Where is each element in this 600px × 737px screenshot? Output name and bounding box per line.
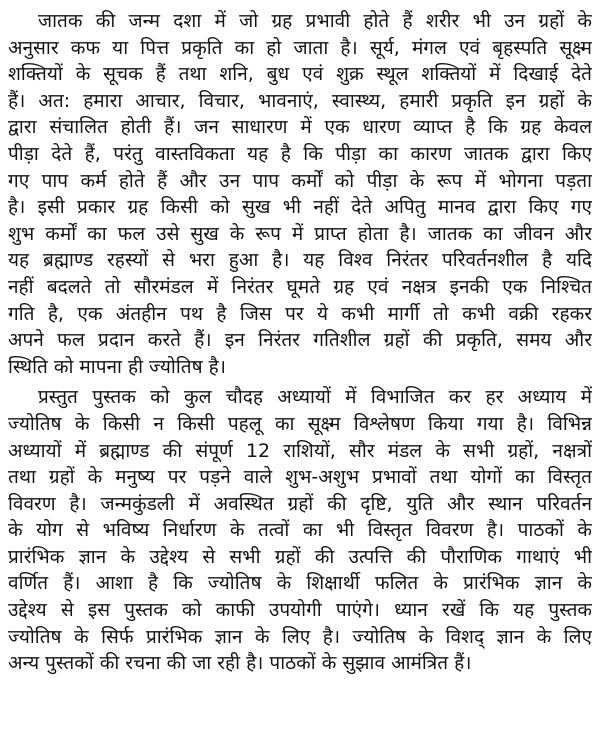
text-line: द्वारा संचालित होती हैं। जन साधारण में एक धारण व्याप्त है कि ग्रह केवल — [8, 116, 592, 139]
text-line: स्थिति को मापना ही ज्योतिष है। — [8, 355, 226, 378]
text-line: शक्तियों के सूचक हैं तथा शनि, बुध एवं शुक्र स्थूल शक्तियों में दिखाई देते — [8, 63, 592, 86]
text-line: के योग से भविष्य निर्धारण के तत्वों का भी विस्तृत विवरण है। पाठकों के — [8, 519, 592, 542]
paragraph-intro — [8, 8, 592, 380]
paragraph-book-overview — [8, 384, 592, 677]
text-line: यह ब्रह्माण्ड रहस्यों से भरा हुआ है। यह विश्व निरंतर परिवर्तनशील है यदि — [8, 249, 592, 272]
text-line: हैं। अत: हमारा आचार, विचार, भावनाएं, स्वास्थ्य, हमारी प्रकृति इन ग्रहों के — [8, 89, 592, 112]
text-line: विवरण है। जन्मकुंडली में अवस्थित ग्रहों की दृष्टि, युति और स्थान परिवर्तन — [8, 492, 592, 515]
text-line: गए पाप कर्म होते हैं और उन पाप कर्मों को पीड़ा के रूप में भोगना पड़ता — [8, 169, 592, 192]
text-line: अपने फल प्रदान करते हैं। इन निरंतर गतिशील ग्रहों की प्रकृति, समय और — [8, 329, 592, 352]
text-line: शुभ कर्मों का फल उसे सुख के रूप में प्राप्त होता है। जातक का जीवन और — [8, 222, 592, 245]
text-line: ज्योतिष के सिर्फ प्रारंभिक ज्ञान के लिए है। ज्योतिष के विशद् ज्ञान के लिए — [8, 625, 592, 648]
text-line: है। इसी प्रकार ग्रह किसी को सुख भी नहीं देते अपितु मानव द्वारा किए गए — [8, 196, 592, 219]
text-line: प्रारंभिक ज्ञान के उद्देश्य से सभी ग्रहों की उत्पत्ति की पौराणिक गाथाएं भी — [8, 545, 592, 568]
text-line: गति है, एक अंतहीन पथ है जिस पर ये कभी मार्गी तो कभी वक्री रहकर — [8, 302, 592, 325]
document-page — [8, 8, 592, 677]
text-line: अनुसार कफ या पित्त प्रकृति का हो जाता है। सूर्य, मंगल एवं बृहस्पति सूक्ष्म — [8, 36, 592, 59]
text-line: प्रस्तुत पुस्तक को कुल चौदह अध्यायों में विभाजित कर हर अध्याय में — [38, 386, 592, 409]
text-line: नहीं बदलते तो सौरमंडल में निरंतर घूमते ग्रह एवं नक्षत्र इनकी एक निश्चित — [8, 275, 592, 298]
text-line: ज्योतिष के किसी न किसी पहलू का सूक्ष्म विश्लेषण किया गया है। विभिन्न — [8, 412, 592, 435]
text-line: अन्य पुस्तकों की रचना की जा रही है। पाठकों के सुझाव आमंत्रित हैं। — [8, 652, 472, 675]
text-line: उद्देश्य से इस पुस्तक को काफी उपयोगी पाएंगे। ध्यान रखें कि यह पुस्तक — [8, 599, 592, 622]
text-line: तथा ग्रहों के मनुष्य पर पड़ने वाले शुभ-अशुभ प्रभावों तथा योगों का विस्तृत — [8, 466, 592, 489]
text-line: जातक की जन्म दशा में जो ग्रह प्रभावी होते हैं शरीर भी उन ग्रहों के — [38, 10, 592, 32]
text-line: अध्यायों में ब्रह्माण्ड की संपूर्ण 12 राशियों, सौर मंडल के सभी ग्रहों, नक्षत्रों — [8, 439, 592, 462]
text-line: वर्णित हैं। आशा है कि ज्योतिष के शिक्षार्थी फलित के प्रारंभिक ज्ञान के — [8, 572, 592, 595]
text-line: पीड़ा देते हैं, परंतु वास्तविकता यह है कि पीड़ा का कारण जातक द्वारा किए — [8, 142, 592, 165]
